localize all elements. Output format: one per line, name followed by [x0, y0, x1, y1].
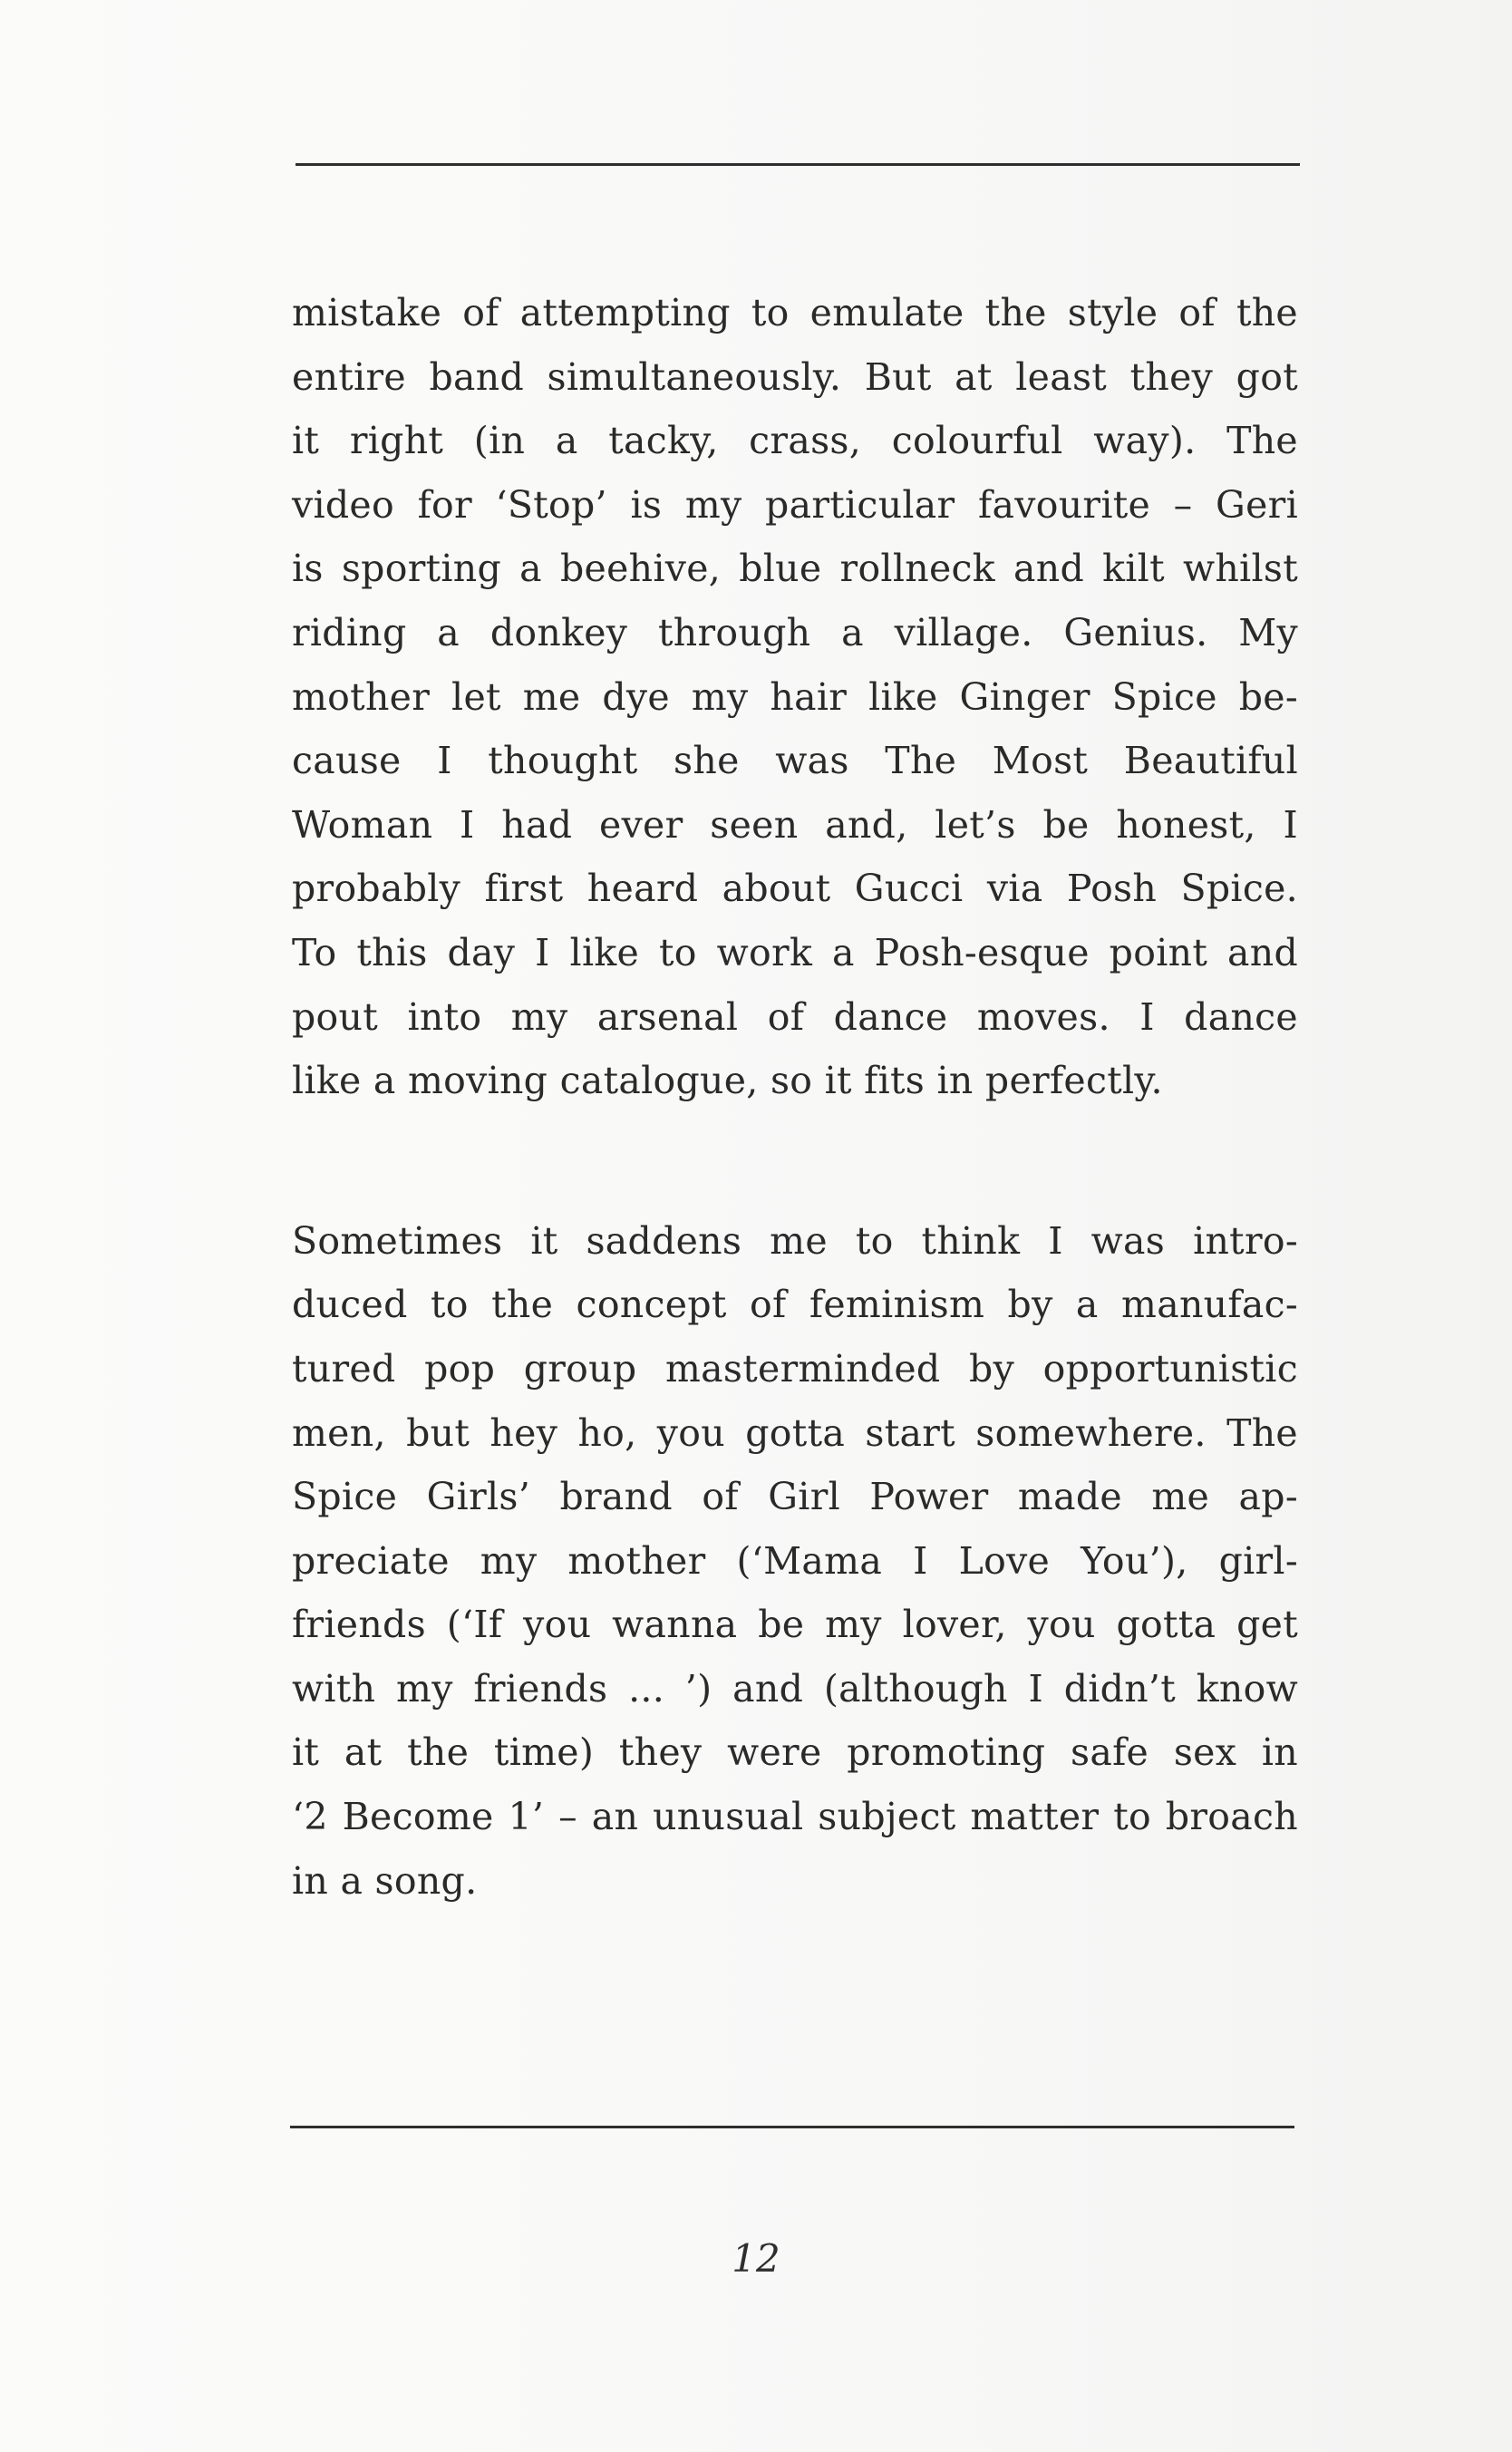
text-line: entire band simultaneously. But at least they got [292, 354, 1298, 399]
text-line: cause I thought she was The Most Beautiful [292, 739, 1298, 783]
text-line: tured pop group masterminded by opportunistic [292, 1346, 1298, 1391]
text-line: preciate my mother (‘Mama I Love You’), girl- [292, 1538, 1298, 1583]
text-line: To this day I like to work a Posh-esque point and [292, 930, 1298, 974]
text-line: Sometimes it saddens me to think I was intro- [292, 1218, 1298, 1263]
page-number: 12 [732, 2236, 780, 2281]
text-line: mistake of attempting to emulate the style of the [292, 291, 1298, 334]
text-line: pout into my arsenal of dance moves. I dance [292, 994, 1298, 1039]
text-line: video for ‘Stop’ is my particular favourite – Geri [292, 482, 1298, 527]
text-line: men, but hey ho, you gotta start somewhere. The [292, 1410, 1298, 1455]
text-line: Woman I had ever seen and, let’s be honest, I [292, 802, 1298, 847]
text-line: is sporting a beehive, blue rollneck and kilt whilst [292, 547, 1298, 591]
paragraph-spacer [292, 1113, 1298, 1209]
footer-rule [290, 2126, 1294, 2128]
text-line: Spice Girls’ brand of Girl Power made me ap- [292, 1475, 1298, 1519]
text-line: in a song. [292, 1858, 478, 1903]
text-line: like a moving catalogue, so it fits in perfectly. [292, 1059, 1163, 1103]
text-line: duced to the concept of feminism by a manufac- [292, 1283, 1298, 1327]
header-rule [296, 163, 1300, 166]
text-line: riding a donkey through a village. Genius. My [292, 610, 1298, 654]
body-text [292, 281, 1298, 1913]
text-line: with my friends ... ’) and (although I didn’t know [292, 1666, 1298, 1711]
paragraph-1 [292, 281, 1298, 1113]
text-line: it at the time) they were promoting safe sex in [292, 1730, 1298, 1775]
text-line: mother let me dye my hair like Ginger Spice be- [292, 674, 1298, 719]
text-line: friends (‘If you wanna be my lover, you gotta get [292, 1603, 1298, 1647]
text-line: probably first heard about Gucci via Posh Spice. [292, 867, 1298, 911]
text-line: it right (in a tacky, crass, colourful way). The [292, 419, 1298, 463]
text-line: ‘2 Become 1’ – an unusual subject matter to broach [292, 1795, 1298, 1839]
paragraph-2 [292, 1209, 1298, 1914]
